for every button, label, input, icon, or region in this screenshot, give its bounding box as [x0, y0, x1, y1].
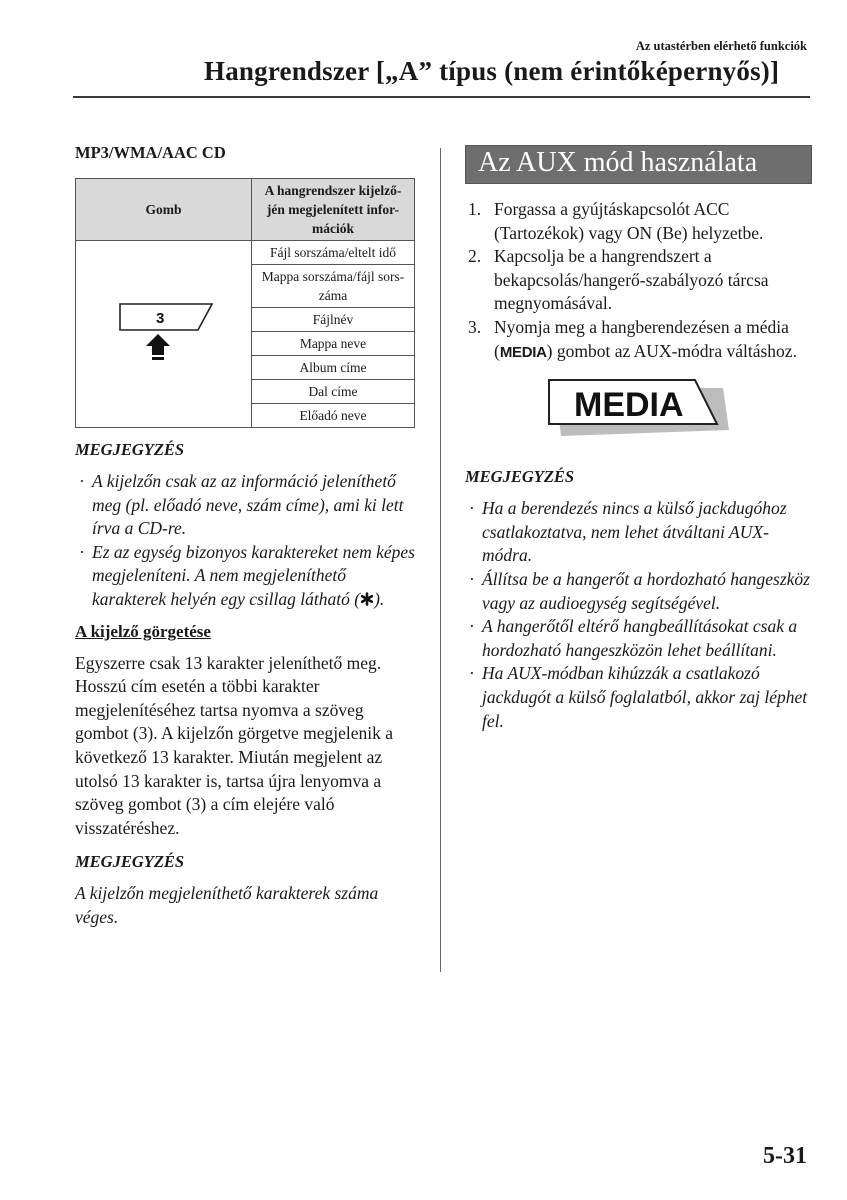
note-text: A kijelzőn megjeleníthető karakterek száma véges. — [75, 883, 379, 927]
chapter-label: Az utastérben elérhető funkciók — [635, 39, 807, 53]
text-button-3-icon — [114, 299, 214, 365]
scroll-heading: A kijelző görgetése — [75, 621, 211, 641]
step-number: 2. — [468, 246, 482, 267]
step-item — [465, 245, 810, 316]
table-cell-info: Mappa sorszáma/fájl sors-záma — [252, 265, 415, 308]
column-divider — [440, 148, 441, 972]
page-title: Hangrendszer [„A” típus (nem érintőképernyős)] — [204, 56, 780, 86]
table-header-info: A hangrendszer kijelző-jén megjelenített infor-mációk — [252, 179, 415, 241]
media-button-graphic — [545, 374, 810, 449]
table-cell-info: Mappa neve — [252, 332, 415, 356]
note-text-end: ). — [374, 588, 385, 609]
aux-section-banner: Az AUX mód használata — [465, 145, 812, 184]
press-arrow-icon — [146, 334, 170, 355]
note-list — [75, 470, 420, 612]
note-text: A hangerőtől eltérő hangbeállításokat csak a hordozható hangeszközön lehet beállítani. — [482, 616, 798, 660]
steps-list — [465, 198, 810, 364]
step-text: Kapcsolja be a hangrendszert a bekapcsolás/hangerő-szabályozó tárcsa megnyomásával. — [494, 246, 769, 314]
left-column — [75, 143, 420, 930]
note-item: · Ha AUX-módban kihúzzák a csatlakozó jackdugót a külső foglalatból, akkor zaj léphet fel. — [469, 663, 808, 731]
table-cell-info: Előadó neve — [252, 404, 415, 428]
right-column — [465, 143, 810, 733]
step-item — [465, 316, 810, 364]
step-number: 1. — [468, 199, 482, 219]
table-row — [76, 241, 415, 265]
media-inline-label: MEDIA — [499, 343, 547, 361]
note-text: Ha AUX-módban kihúzzák a csatlakozó jackdugót a külső foglalatból, akkor zaj léphet fel. — [482, 663, 808, 731]
button-info-table — [75, 178, 415, 428]
table-cell-info: Album címe — [252, 356, 415, 380]
button-3-cell — [76, 241, 252, 428]
note-text: Ez az egység bizonyos karaktereket nem képes megjeleníteni. A nem megjeleníthető karakterek helyén egy csillag látható ( — [92, 541, 415, 609]
note-item: · A kijelzőn csak az az információ jeleníthető meg (pl. előadó neve, szám címe), ami ki lett írva a CD-re. — [79, 471, 404, 539]
step-text: ) gombot az AUX-módra váltáshoz. — [546, 340, 797, 361]
scroll-body: Egyszerre csak 13 karakter jeleníthető meg. Hosszú cím esetén a többi karakter megjelenítéséhez tartsa nyomva a szöveg gombot (3). A kijelzőn görgetve megjelenik a következő 13 karakter. Miután megjelent az utolsó 13 karakter is, tartsa újra lenyomva a szöveg gombot (3) a cím elejére való visszatéréshez. — [75, 652, 394, 838]
section-title-mp3: MP3/WMA/AAC CD — [75, 143, 226, 162]
note-heading: MEGJEGYZÉS — [75, 440, 185, 459]
table-header-button: Gomb — [76, 179, 252, 241]
note-text: Ha a berendezés nincs a külső jackdugóhoz csatlakoztatva, nem lehet átváltani AUX-módra. — [482, 498, 787, 566]
media-button-icon — [545, 374, 735, 444]
step-item — [465, 198, 810, 245]
note-text: A kijelzőn csak az az információ jeleníthető meg (pl. előadó neve, szám címe), ami ki lett írva a CD-re. — [92, 471, 404, 539]
table-cell-info: Fájl sorszáma/eltelt idő — [252, 241, 415, 265]
table-cell-info: Fájlnév — [252, 308, 415, 332]
step-text: Forgassa a gyújtáskapcsolót ACC (Tartozékok) vagy ON (Be) helyzetbe. — [494, 199, 764, 243]
title-rule — [73, 96, 810, 98]
asterisk-icon — [360, 592, 374, 606]
note-list — [465, 497, 810, 733]
note-text: Állítsa be a hangerőt a hordozható hangeszköz vagy az audioegység segítségével. — [482, 568, 810, 613]
note-item: · Ha a berendezés nincs a külső jackdugóhoz csatlakoztatva, nem lehet átváltani AUX-módra. — [469, 498, 787, 566]
note-item: · Állítsa be a hangerőt a hordozható hangeszköz vagy az audioegység segítségével. — [469, 568, 810, 613]
table-header-row — [76, 179, 415, 241]
note-heading: MEGJEGYZÉS — [75, 852, 185, 872]
step-number: 3. — [468, 316, 482, 337]
note-heading: MEGJEGYZÉS — [465, 467, 575, 487]
step-text: Nyomja meg a hangberendezésen a média ( — [494, 316, 789, 361]
note-item: · A hangerőtől eltérő hangbeállításokat csak a hordozható hangeszközön lehet beállítani. — [469, 616, 798, 660]
page-number: 5-31 — [763, 1143, 807, 1169]
media-button-label: MEDIA — [574, 386, 684, 425]
table-cell-info: Dal címe — [252, 380, 415, 404]
button-3-label: 3 — [155, 309, 164, 327]
note-item: · Ez az egység bizonyos karaktereket nem képes megjeleníteni. A nem megjeleníthető karakterek helyén egy csillag látható ( ). — [79, 541, 415, 609]
